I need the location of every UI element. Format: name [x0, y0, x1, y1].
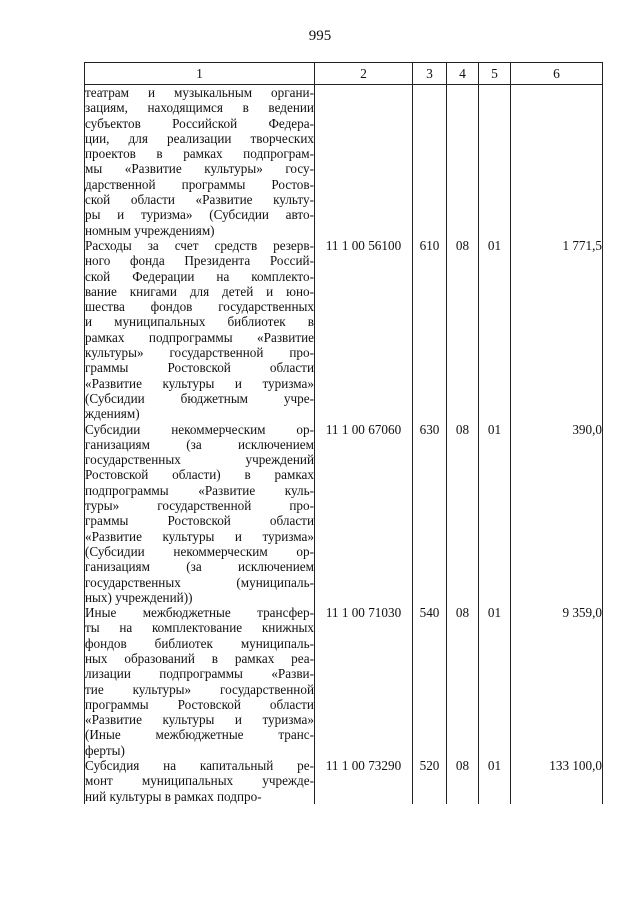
description-line: номным учреждениям)	[85, 222, 215, 238]
description-line: ганизациям (за исключением	[85, 559, 314, 575]
target-article-code: 11 1 00 73290	[315, 758, 413, 804]
description-line: Иные межбюджетные трансфер-	[85, 605, 314, 621]
description-line: ного фонда Президента Россий-	[85, 253, 314, 269]
row-description	[85, 758, 315, 804]
target-article-code	[315, 85, 413, 238]
description-line: мы «Развитие культуры» госу-	[85, 161, 314, 177]
description-line: граммы Ростовской области	[85, 360, 314, 376]
description-line: ных) учреждений))	[85, 589, 193, 605]
description-line: Расходы за счет средств резерв-	[85, 237, 314, 253]
amount-value: 390,0	[511, 422, 603, 606]
section-code: 08	[447, 238, 479, 422]
description-line: ганизациям (за исключением	[85, 436, 314, 452]
description-line: субъектов Российской Федера-	[85, 115, 314, 131]
amount-value: 1 771,5	[511, 238, 603, 422]
page-number: 995	[308, 28, 332, 44]
description-line: зациям, находящимся в ведении	[85, 100, 314, 116]
description-line: программы Ростовской области	[85, 696, 314, 712]
description-line: ции, для реализации творческих	[85, 130, 314, 146]
expense-type-code	[413, 85, 447, 238]
description-line: дарственной программы Ростов-	[85, 176, 314, 192]
description-line: ры и туризма» (Субсидии авто-	[85, 207, 314, 223]
description-line: рамках подпрограммы «Развитие	[85, 329, 314, 345]
subsection-code: 01	[479, 422, 511, 606]
section-code	[447, 85, 479, 238]
description-line: ных образований в рамках реа-	[85, 650, 314, 666]
section-code: 08	[447, 422, 479, 606]
row-description	[85, 422, 315, 606]
description-line: «Развитие культуры и туризма»	[85, 528, 314, 544]
table-row	[85, 238, 603, 422]
description-line: туры» государственной про-	[85, 498, 314, 514]
description-line: ской Федерации на комплекто-	[85, 268, 314, 284]
column-header-3: 3	[413, 63, 447, 85]
subsection-code: 01	[479, 605, 511, 758]
amount-value	[511, 85, 603, 238]
table-row	[85, 605, 603, 758]
expense-type-code: 520	[413, 758, 447, 804]
description-line: ждениям)	[85, 406, 140, 422]
description-line: «Развитие культуры и туризма»	[85, 712, 314, 728]
description-line: монт муниципальных учрежде-	[85, 773, 314, 789]
subsection-code: 01	[479, 758, 511, 804]
expense-type-code: 610	[413, 238, 447, 422]
column-header-6: 6	[511, 63, 603, 85]
description-line: ты на комплектование книжных	[85, 620, 314, 636]
description-line: граммы Ростовской области	[85, 513, 314, 529]
column-header-1: 1	[85, 63, 315, 85]
description-line: проектов в рамках подпрограм-	[85, 146, 314, 162]
row-description	[85, 605, 315, 758]
target-article-code: 11 1 00 71030	[315, 605, 413, 758]
expense-type-code: 540	[413, 605, 447, 758]
description-line: вание книгами для детей и юно-	[85, 283, 314, 299]
description-line: «Развитие культуры и туризма»	[85, 375, 314, 391]
description-line: и муниципальных библиотек в	[85, 314, 314, 330]
description-line: Субсидия на капитальный ре-	[85, 758, 314, 774]
table-row	[85, 422, 603, 606]
description-line: ской области «Развитие культу-	[85, 192, 314, 208]
row-description	[85, 85, 315, 238]
column-header-5: 5	[479, 63, 511, 85]
budget-table	[84, 62, 603, 804]
amount-value: 9 359,0	[511, 605, 603, 758]
description-line: шества фондов государственных	[85, 299, 314, 315]
expense-type-code: 630	[413, 422, 447, 606]
description-line: (Субсидии некоммерческим ор-	[85, 543, 314, 559]
section-code: 08	[447, 605, 479, 758]
target-article-code: 11 1 00 56100	[315, 238, 413, 422]
description-line: государственных (муниципаль-	[85, 574, 314, 590]
description-line: фондов библиотек муниципаль-	[85, 635, 314, 651]
description-line: лизации подпрограммы «Разви-	[85, 666, 314, 682]
amount-value: 133 100,0	[511, 758, 603, 804]
target-article-code: 11 1 00 67060	[315, 422, 413, 606]
description-line: государственных учреждений	[85, 452, 314, 468]
description-line: Ростовской области) в рамках	[85, 467, 314, 483]
section-code: 08	[447, 758, 479, 804]
description-line: театрам и музыкальным органи-	[85, 85, 314, 100]
description-line: ферты)	[85, 742, 125, 758]
subsection-code: 01	[479, 238, 511, 422]
table-header-row	[85, 63, 603, 85]
row-description	[85, 238, 315, 422]
description-line: тие культуры» государственной	[85, 681, 314, 697]
column-header-2: 2	[315, 63, 413, 85]
description-line: подпрограммы «Развитие куль-	[85, 482, 314, 498]
description-line: культуры» государственной про-	[85, 345, 314, 361]
column-header-4: 4	[447, 63, 479, 85]
description-line: (Субсидии бюджетным учре-	[85, 390, 314, 406]
table-row	[85, 758, 603, 804]
description-line: (Иные межбюджетные транс-	[85, 727, 314, 743]
description-line: ний культуры в рамках подпро-	[85, 788, 262, 804]
description-line: Субсидии некоммерческим ор-	[85, 421, 314, 437]
table-row	[85, 85, 603, 238]
subsection-code	[479, 85, 511, 238]
